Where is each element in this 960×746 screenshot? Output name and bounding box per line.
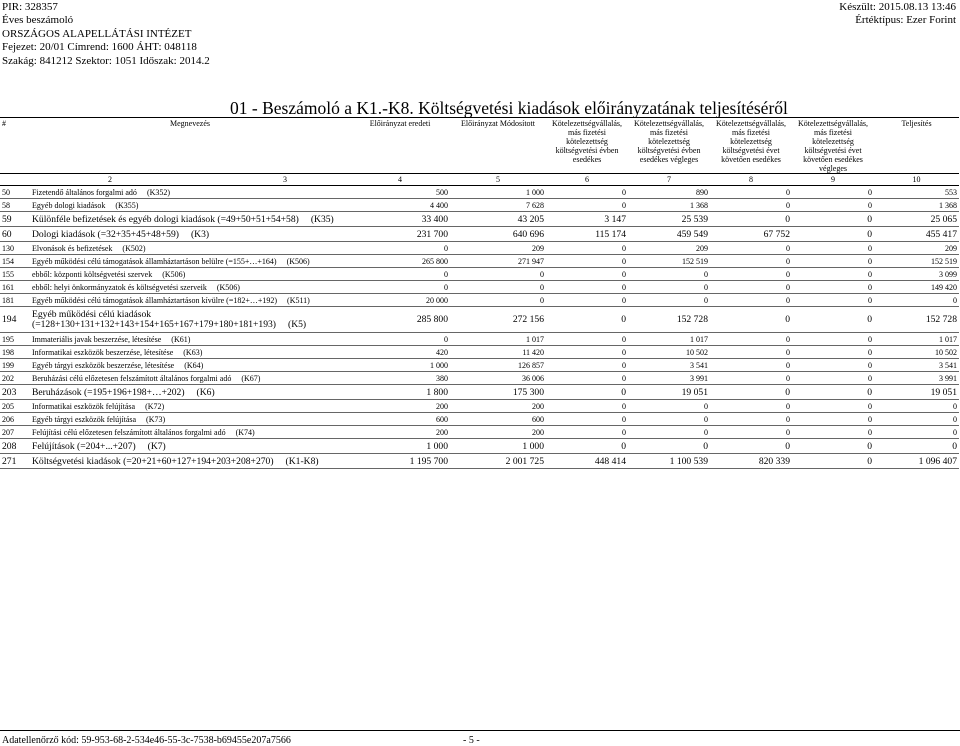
row-value: 0 [792, 372, 874, 385]
row-value: 0 [546, 346, 628, 359]
row-number: 198 [0, 346, 30, 359]
column-number: 5 [450, 174, 546, 186]
col-header-performance: Teljesítés [874, 118, 959, 174]
col-header-modified: Előirányzat Módosított [450, 118, 546, 174]
row-number: 207 [0, 426, 30, 439]
row-label-cell [30, 413, 350, 426]
row-code: (K61) [171, 334, 191, 344]
row-value: 0 [628, 294, 710, 307]
report-header-right [839, 1, 956, 28]
row-value: 0 [546, 294, 628, 307]
row-value: 115 174 [546, 227, 628, 242]
row-value: 890 [628, 186, 710, 199]
row-number: 154 [0, 255, 30, 268]
row-code: (K506) [162, 269, 186, 279]
row-label: Felújítások (=204+...+207) [32, 440, 136, 452]
row-value: 0 [546, 268, 628, 281]
row-label-cell [30, 385, 350, 400]
row-value: 3 991 [874, 372, 959, 385]
table-row [0, 454, 959, 469]
row-value: 640 696 [450, 227, 546, 242]
row-value: 1 000 [450, 186, 546, 199]
table-row [0, 242, 959, 255]
row-value: 0 [710, 400, 792, 413]
row-value: 820 339 [710, 454, 792, 469]
report-header-left [2, 1, 210, 68]
row-value: 19 051 [874, 385, 959, 400]
row-number: 130 [0, 242, 30, 255]
row-value: 3 991 [628, 372, 710, 385]
row-label-gap [226, 428, 236, 437]
row-value: 0 [628, 439, 710, 454]
col-header-commitment-later-final: Kötelezettségvállalás, más fizetési kötelezettség költségvetési évet követően esedékes végleges [792, 118, 874, 174]
row-value: 0 [628, 281, 710, 294]
row-value: 3 147 [546, 212, 628, 227]
row-code: (K7) [147, 440, 166, 452]
table-row [0, 294, 959, 307]
table-row [0, 199, 959, 212]
row-value: 0 [792, 307, 874, 333]
row-value: 0 [710, 333, 792, 346]
row-value: 1 195 700 [350, 454, 450, 469]
column-number: 10 [874, 174, 959, 186]
row-value: 0 [628, 268, 710, 281]
table-row [0, 227, 959, 242]
row-value: 200 [350, 426, 450, 439]
col-header-commitment-year-final: Kötelezettségvállalás, más fizetési kötelezettség költségvetési évben esedékes végleges [628, 118, 710, 174]
row-code: (K511) [287, 295, 310, 305]
row-value: 285 800 [350, 307, 450, 333]
row-value: 271 947 [450, 255, 546, 268]
report-name: Éves beszámoló [2, 14, 74, 27]
row-value: 0 [792, 199, 874, 212]
row-value: 0 [792, 227, 874, 242]
row-value: 25 539 [628, 212, 710, 227]
row-label-cell [30, 281, 350, 294]
row-label: Fizetendő általános forgalmi adó [32, 187, 137, 197]
column-number: 9 [792, 174, 874, 186]
row-value: 209 [874, 242, 959, 255]
row-value: 500 [350, 186, 450, 199]
column-number: 2 [0, 174, 220, 186]
row-value: 0 [546, 385, 628, 400]
row-value: 448 414 [546, 454, 628, 469]
row-label: ebből: helyi önkormányzatok és költségvetési szerveik [32, 282, 207, 292]
row-value: 0 [792, 294, 874, 307]
row-label-gap [136, 415, 146, 424]
row-label-gap [112, 244, 122, 253]
row-code: (K63) [183, 347, 203, 357]
row-value: 0 [792, 186, 874, 199]
row-number: 60 [0, 227, 30, 242]
row-value: 209 [628, 242, 710, 255]
row-value: 0 [710, 242, 792, 255]
row-label: Informatikai eszközök felújítása [32, 401, 136, 411]
column-number: 4 [350, 174, 450, 186]
row-value: 1 017 [450, 333, 546, 346]
row-value: 455 417 [874, 227, 959, 242]
row-value: 0 [792, 385, 874, 400]
row-label-gap [105, 201, 115, 210]
row-label-gap [185, 387, 197, 398]
row-value: 380 [350, 372, 450, 385]
row-number: 199 [0, 359, 30, 372]
row-value: 0 [710, 268, 792, 281]
row-value: 0 [628, 413, 710, 426]
row-label-gap [173, 348, 183, 357]
row-value: 0 [546, 307, 628, 333]
row-value: 152 728 [628, 307, 710, 333]
row-value: 265 800 [350, 255, 450, 268]
row-code: (K35) [310, 213, 334, 225]
row-label-gap [152, 270, 162, 279]
table-row [0, 268, 959, 281]
row-value: 0 [874, 439, 959, 454]
row-label: Beruházási célú előzetesen felszámított általános forgalmi adó [32, 373, 232, 383]
row-code: (K5) [288, 318, 307, 330]
row-value: 0 [792, 439, 874, 454]
row-value: 420 [350, 346, 450, 359]
row-value: 0 [546, 199, 628, 212]
row-label-gap [207, 283, 217, 292]
row-value: 11 420 [450, 346, 546, 359]
row-value: 152 728 [874, 307, 959, 333]
row-value: 0 [792, 426, 874, 439]
sector-info: Szakág: 841212 Szektor: 1051 Időszak: 2014.2 [2, 54, 210, 67]
row-value: 0 [792, 359, 874, 372]
row-value: 0 [792, 281, 874, 294]
row-value: 200 [450, 426, 546, 439]
row-value: 152 519 [628, 255, 710, 268]
row-label: Beruházások (=195+196+198+…+202) [32, 386, 185, 398]
row-label: Elvonások és befizetések [32, 243, 113, 253]
row-value: 1 000 [350, 359, 450, 372]
row-value: 36 006 [450, 372, 546, 385]
row-value: 1 017 [628, 333, 710, 346]
row-code: (K64) [184, 360, 204, 370]
row-label: Felújítási célú előzetesen felszámított általános forgalmi adó [32, 427, 226, 437]
row-code: (K352) [146, 187, 171, 197]
row-number: 161 [0, 281, 30, 294]
row-value: 200 [450, 400, 546, 413]
row-value: 209 [450, 242, 546, 255]
row-value: 0 [546, 439, 628, 454]
table-row [0, 307, 959, 333]
row-value: 19 051 [628, 385, 710, 400]
row-code: (K506) [216, 282, 240, 292]
row-value: 2 001 725 [450, 454, 546, 469]
row-value: 0 [710, 255, 792, 268]
row-value: 0 [710, 439, 792, 454]
col-header-number: # [0, 118, 30, 174]
row-value: 0 [792, 268, 874, 281]
row-label: Egyéb tárgyi eszközök beszerzése, létesítése [32, 360, 175, 370]
col-header-name: Megnevezés [30, 118, 350, 174]
row-label-gap [274, 456, 286, 467]
row-label: Egyéb dologi kiadások [32, 200, 106, 210]
row-value: 1 368 [874, 199, 959, 212]
row-value: 231 700 [350, 227, 450, 242]
row-value: 0 [792, 400, 874, 413]
column-number: 8 [710, 174, 792, 186]
row-value: 43 205 [450, 212, 546, 227]
row-value: 0 [874, 413, 959, 426]
col-header-commitment-year: Kötelezettségvállalás, más fizetési kötelezettség költségvetési évben esedékes [546, 118, 628, 174]
row-value: 1 017 [874, 333, 959, 346]
row-value: 272 156 [450, 307, 546, 333]
row-number: 205 [0, 400, 30, 413]
row-label-cell [30, 400, 350, 413]
row-value: 33 400 [350, 212, 450, 227]
row-value: 10 502 [874, 346, 959, 359]
row-value: 0 [710, 426, 792, 439]
row-value: 0 [350, 333, 450, 346]
row-value: 0 [710, 346, 792, 359]
created-timestamp: Készült: 2015.08.13 13:46 [839, 1, 956, 13]
row-label-cell [30, 199, 350, 212]
row-value: 3 541 [874, 359, 959, 372]
row-value: 4 400 [350, 199, 450, 212]
row-label-cell [30, 227, 350, 242]
table-row [0, 385, 959, 400]
row-value: 0 [450, 281, 546, 294]
row-value: 149 420 [874, 281, 959, 294]
row-label-cell [30, 372, 350, 385]
row-code: (K355) [115, 200, 139, 210]
row-value: 0 [350, 242, 450, 255]
row-value: 0 [546, 400, 628, 413]
row-label-cell [30, 439, 350, 454]
row-label-gap [299, 214, 311, 225]
row-value: 0 [350, 268, 450, 281]
table-row [0, 413, 959, 426]
row-value: 0 [546, 242, 628, 255]
row-label-gap [179, 229, 191, 240]
row-label: Egyéb működési célú kiadások (=128+130+131+132+143+154+165+167+179+180+181+193) [32, 308, 277, 330]
row-value: 0 [450, 268, 546, 281]
row-number: 203 [0, 385, 30, 400]
control-code: Adatellenőrző kód: 59-953-68-2-534e46-55-3c-7538-b69455e207a7566 [2, 735, 291, 746]
row-label-cell [30, 255, 350, 268]
table-row [0, 359, 959, 372]
row-value: 0 [546, 413, 628, 426]
row-code: (K3) [190, 228, 210, 240]
page-number: - 5 - [463, 735, 480, 746]
row-value: 126 857 [450, 359, 546, 372]
row-value: 600 [450, 413, 546, 426]
row-value: 0 [710, 186, 792, 199]
col-header-original: Előirányzat eredeti [350, 118, 450, 174]
row-label: Informatikai eszközök beszerzése, létesítése [32, 347, 174, 357]
row-label-cell [30, 268, 350, 281]
row-value: 1 368 [628, 199, 710, 212]
row-value: 0 [710, 385, 792, 400]
row-label-cell [30, 426, 350, 439]
row-label-gap [135, 402, 145, 411]
row-value: 0 [450, 294, 546, 307]
row-code: (K72) [145, 401, 165, 411]
row-value: 152 519 [874, 255, 959, 268]
row-label-gap [277, 257, 287, 266]
row-value: 0 [628, 400, 710, 413]
row-value: 1 000 [350, 439, 450, 454]
row-label-cell [30, 242, 350, 255]
row-value: 0 [710, 372, 792, 385]
chapter-info: Fejezet: 20/01 Címrend: 1600 ÁHT: 048118 [2, 41, 197, 54]
row-value: 200 [350, 400, 450, 413]
row-value: 0 [546, 333, 628, 346]
row-value: 0 [546, 359, 628, 372]
column-number-row [0, 174, 959, 186]
row-label: Egyéb működési célú támogatások államháztartáson belülre (=155+…+164) [32, 256, 277, 266]
row-value: 0 [710, 413, 792, 426]
row-value: 553 [874, 186, 959, 199]
column-number: 6 [546, 174, 628, 186]
row-code: (K73) [146, 414, 166, 424]
row-label-gap [277, 296, 287, 305]
row-value: 0 [546, 281, 628, 294]
row-value: 0 [710, 359, 792, 372]
row-value: 20 000 [350, 294, 450, 307]
table-row [0, 372, 959, 385]
row-value: 0 [710, 307, 792, 333]
row-label: Különféle befizetések és egyéb dologi kiadások (=49+50+51+54+58) [32, 213, 299, 225]
footer-divider [0, 730, 960, 731]
row-value: 0 [546, 372, 628, 385]
table-row [0, 255, 959, 268]
row-value: 3 541 [628, 359, 710, 372]
row-value: 1 096 407 [874, 454, 959, 469]
row-label-gap [161, 335, 171, 344]
row-label-gap [137, 188, 147, 197]
row-code: (K6) [196, 386, 215, 398]
row-label-cell [30, 346, 350, 359]
row-number: 155 [0, 268, 30, 281]
row-value: 0 [710, 199, 792, 212]
row-label-cell [30, 359, 350, 372]
row-number: 194 [0, 307, 30, 333]
column-number: 7 [628, 174, 710, 186]
row-value: 0 [792, 413, 874, 426]
row-code: (K67) [241, 373, 261, 383]
table-row [0, 186, 959, 199]
row-number: 181 [0, 294, 30, 307]
table-header-row [0, 118, 959, 174]
row-value: 459 549 [628, 227, 710, 242]
row-label-gap [231, 374, 241, 383]
table-row [0, 426, 959, 439]
table-row [0, 333, 959, 346]
table-row [0, 439, 959, 454]
row-value: 0 [792, 454, 874, 469]
col-header-commitment-later: Kötelezettségvállalás, más fizetési kötelezettség költségvetési évet követően esedékes [710, 118, 792, 174]
row-value: 0 [546, 426, 628, 439]
row-value: 10 502 [628, 346, 710, 359]
row-number: 206 [0, 413, 30, 426]
row-label: Egyéb működési célú támogatások államháztartáson kívülre (=182+…+192) [32, 295, 278, 305]
value-type: Értéktípus: Ezer Forint [855, 14, 956, 27]
row-label-cell [30, 294, 350, 307]
row-value: 3 099 [874, 268, 959, 281]
expenditure-table [0, 117, 959, 469]
row-label: Immateriális javak beszerzése, létesítése [32, 334, 162, 344]
pir-number: PIR: 328357 [2, 1, 58, 13]
row-value: 0 [546, 186, 628, 199]
row-value: 25 065 [874, 212, 959, 227]
row-value: 0 [874, 400, 959, 413]
row-value: 175 300 [450, 385, 546, 400]
row-value: 67 752 [710, 227, 792, 242]
row-value: 600 [350, 413, 450, 426]
row-value: 0 [792, 212, 874, 227]
table-row [0, 281, 959, 294]
row-number: 208 [0, 439, 30, 454]
row-value: 7 628 [450, 199, 546, 212]
row-value: 0 [792, 346, 874, 359]
row-value: 0 [350, 281, 450, 294]
table-row [0, 212, 959, 227]
table-row [0, 346, 959, 359]
row-value: 0 [546, 255, 628, 268]
page-title: 01 - Beszámoló a K1.-K8. Költségvetési kiadások előirányzatának teljesítéséről [230, 98, 788, 118]
row-value: 0 [710, 281, 792, 294]
row-value: 1 800 [350, 385, 450, 400]
row-value: 0 [792, 333, 874, 346]
row-code: (K502) [122, 243, 146, 253]
row-code: (K74) [235, 427, 255, 437]
row-label-cell [30, 307, 350, 333]
row-label-cell [30, 333, 350, 346]
table-row [0, 400, 959, 413]
row-value: 0 [874, 294, 959, 307]
row-number: 59 [0, 212, 30, 227]
organization-name: ORSZÁGOS ALAPELLÁTÁSI INTÉZET [2, 27, 192, 40]
row-value: 1 100 539 [628, 454, 710, 469]
row-value: 0 [628, 426, 710, 439]
row-label-gap [276, 319, 288, 330]
row-label: Egyéb tárgyi eszközök felújítása [32, 414, 137, 424]
row-value: 0 [874, 426, 959, 439]
row-label-cell [30, 212, 350, 227]
row-number: 202 [0, 372, 30, 385]
table-body [0, 186, 959, 469]
row-label: Dologi kiadások (=32+35+45+48+59) [32, 228, 179, 240]
row-value: 0 [792, 255, 874, 268]
row-number: 271 [0, 454, 30, 469]
row-label-cell [30, 186, 350, 199]
row-label: ebből: központi költségvetési szervek [32, 269, 153, 279]
row-number: 50 [0, 186, 30, 199]
row-code: (K1-K8) [285, 455, 319, 467]
row-number: 195 [0, 333, 30, 346]
column-number: 3 [220, 174, 350, 186]
row-value: 0 [792, 242, 874, 255]
row-label-gap [136, 441, 148, 452]
row-value: 1 000 [450, 439, 546, 454]
row-code: (K506) [286, 256, 310, 266]
row-value: 0 [710, 212, 792, 227]
row-label: Költségvetési kiadások (=20+21+60+127+194+203+208+270) [32, 455, 274, 467]
row-label-gap [174, 361, 184, 370]
row-label-cell [30, 454, 350, 469]
row-number: 58 [0, 199, 30, 212]
row-value: 0 [710, 294, 792, 307]
